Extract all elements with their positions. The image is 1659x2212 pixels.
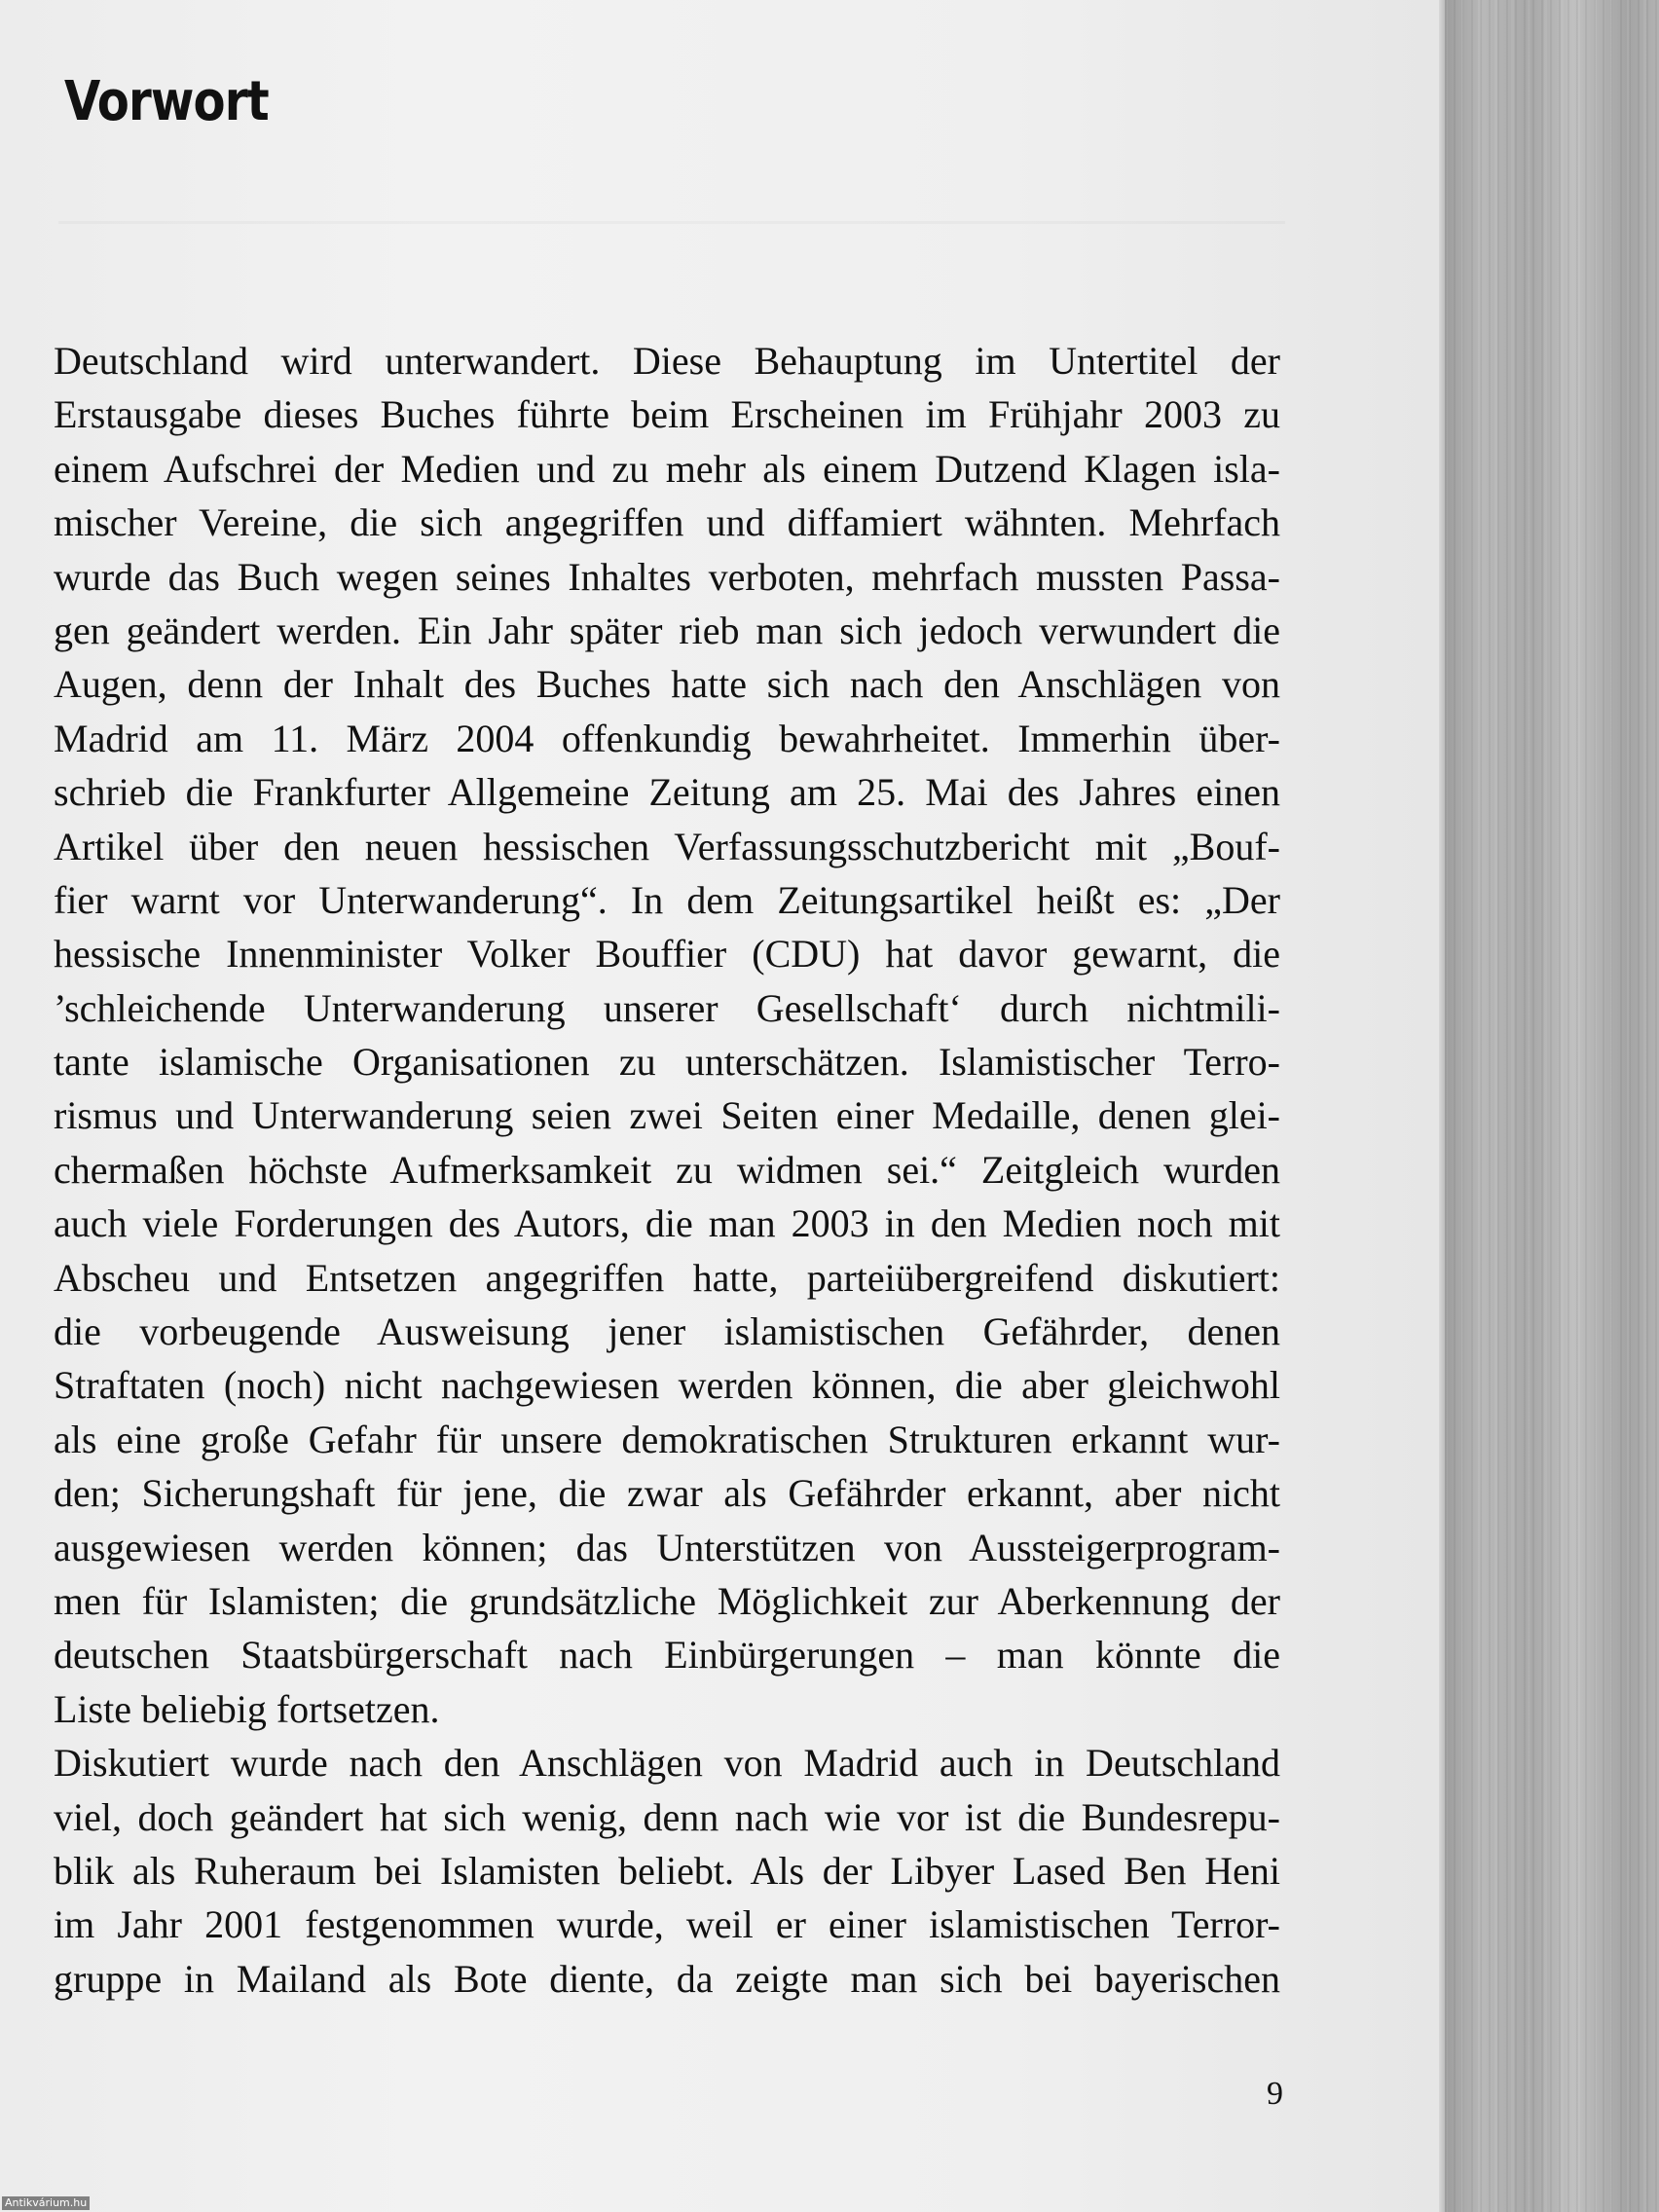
text-line: mischer Vereine, die sich angegriffen und diffamiert wähnten. Mehrfach bbox=[54, 500, 1280, 545]
text-line: den; Sicherungshaft für jene, die zwar als Gefährder erkannt, aber nicht bbox=[54, 1471, 1280, 1516]
body-text bbox=[54, 334, 1280, 2006]
text-line: chermaßen höchste Aufmerksamkeit zu widmen sei.“ Zeitgleich wurden bbox=[54, 1147, 1280, 1192]
text-line: Erstausgabe dieses Buches führte beim Erscheinen im Frühjahr 2003 zu bbox=[54, 392, 1280, 437]
text-line: Straftaten (noch) nicht nachgewiesen werden können, die aber gleichwohl bbox=[54, 1363, 1280, 1408]
text-line: gen geändert werden. Ein Jahr später rieb man sich jedoch verwundert die bbox=[54, 608, 1280, 652]
text-line: gruppe in Mailand als Bote diente, da zeigte man sich bei bayerischen bbox=[54, 1956, 1280, 2001]
text-line: fier warnt vor Unterwanderung“. In dem Zeitungsartikel heißt es: „Der bbox=[54, 877, 1280, 922]
text-line: Diskutiert wurde nach den Anschlägen von Madrid auch in Deutschland bbox=[54, 1741, 1280, 1786]
text-line: als eine große Gefahr für unsere demokratischen Strukturen erkannt wur- bbox=[54, 1417, 1280, 1461]
text-line: wurde das Buch wegen seines Inhaltes verboten, mehrfach mussten Passa- bbox=[54, 554, 1280, 599]
text-line: rismus und Unterwanderung seien zwei Seiten einer Medaille, denen glei- bbox=[54, 1093, 1280, 1138]
text-line: blik als Ruheraum bei Islamisten beliebt. Als der Libyer Lased Ben Heni bbox=[54, 1848, 1280, 1893]
text-line: im Jahr 2001 festgenommen wurde, weil er einer islamistischen Terror- bbox=[54, 1902, 1280, 1947]
text-line: einem Aufschrei der Medien und zu mehr als einem Dutzend Klagen isla- bbox=[54, 446, 1280, 491]
text-line: tante islamische Organisationen zu unterschätzen. Islamistischer Terro- bbox=[54, 1040, 1280, 1085]
text-line: Liste beliebig fortsetzen. bbox=[54, 1686, 440, 1731]
text-line: schrieb die Frankfurter Allgemeine Zeitung am 25. Mai des Jahres einen bbox=[54, 770, 1280, 815]
text-line: hessische Innenminister Volker Bouffier (CDU) hat davor gewarnt, die bbox=[54, 932, 1280, 977]
text-line: viel, doch geändert hat sich wenig, denn nach wie vor ist die Bundesrepu- bbox=[54, 1794, 1280, 1839]
chapter-heading: Vorwort bbox=[64, 70, 269, 133]
text-line: Madrid am 11. März 2004 offenkundig bewahrheitet. Immerhin über- bbox=[54, 716, 1280, 760]
text-line: Abscheu und Entsetzen angegriffen hatte, parteiübergreifend diskutiert: bbox=[54, 1255, 1280, 1300]
text-line: men für Islamisten; die grundsätzliche Möglichkeit zur Aberkennung der bbox=[54, 1578, 1280, 1623]
text-line: Augen, denn der Inhalt des Buches hatte sich nach den Anschlägen von bbox=[54, 662, 1280, 707]
text-line: deutschen Staatsbürgerschaft nach Einbürgerungen – man könnte die bbox=[54, 1633, 1280, 1677]
text-line: auch viele Forderungen des Autors, die man 2003 in den Medien noch mit bbox=[54, 1201, 1280, 1246]
text-line: ausgewiesen werden können; das Unterstützen von Aussteigerprogram- bbox=[54, 1525, 1280, 1569]
text-line: die vorbeugende Ausweisung jener islamistischen Gefährder, denen bbox=[54, 1309, 1280, 1354]
watermark: Antikvárium.hu bbox=[2, 2196, 90, 2210]
paragraph-2 bbox=[54, 1736, 1280, 2006]
page-number: 9 bbox=[1267, 2076, 1283, 2112]
text-line: Deutschland wird unterwandert. Diese Behauptung im Untertitel der bbox=[54, 339, 1280, 383]
text-line: Artikel über den neuen hessischen Verfassungsschutzbericht mit „Bouf- bbox=[54, 824, 1280, 868]
text-line: ’schleichende Unterwanderung unserer Gesellschaft‘ durch nichtmili- bbox=[54, 985, 1280, 1030]
wood-surface-background bbox=[1445, 0, 1659, 2212]
paragraph-1 bbox=[54, 334, 1280, 1736]
